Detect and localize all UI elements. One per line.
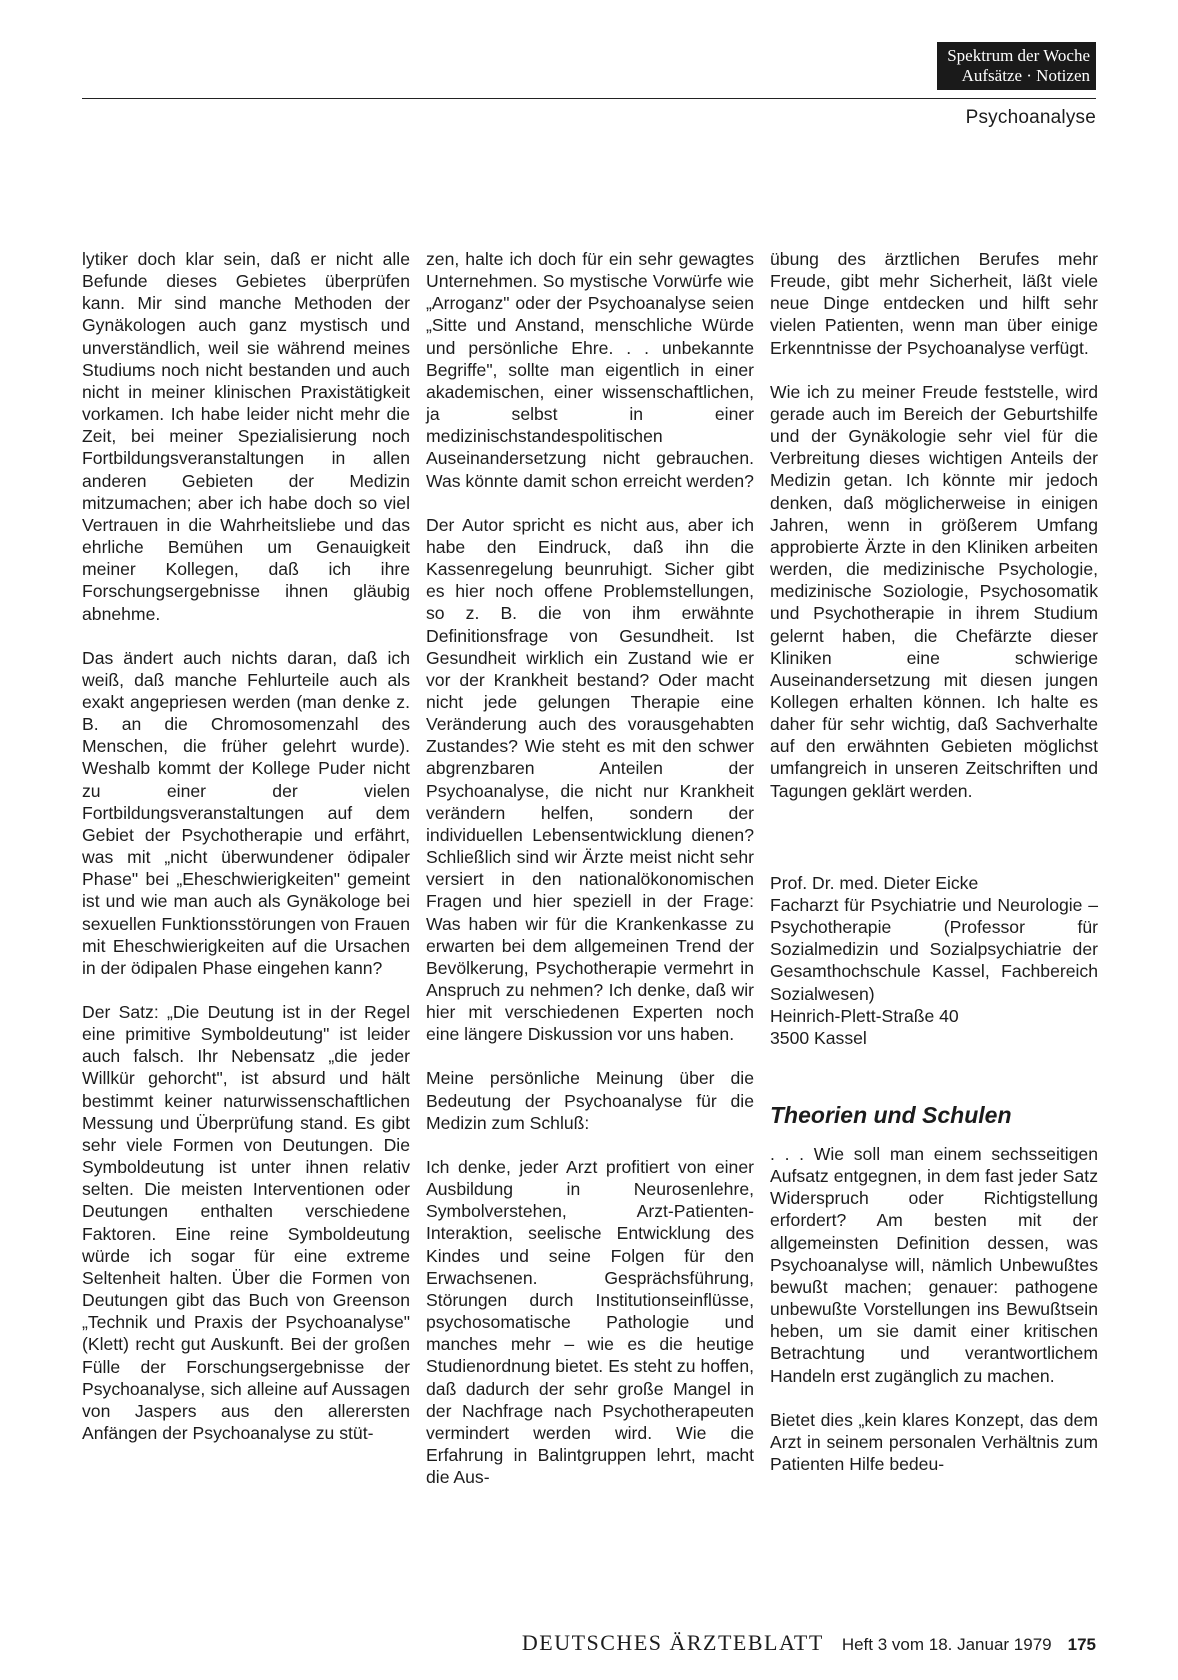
author-affiliation: Facharzt für Psychiatrie und Neurologie – Psychotherapie (Professor für Sozialmedizin und Sozialpsychiatrie der Gesamthochschule Kassel, Fachbereich Sozialwesen) bbox=[770, 894, 1098, 1004]
paragraph: Bietet dies „kein klares Konzept, das dem Arzt in seinem personalen Verhältnis zum Patienten Hilfe bedeu- bbox=[770, 1409, 1098, 1475]
text-column-2 bbox=[426, 248, 754, 1510]
section-label: Psychoanalyse bbox=[965, 107, 1096, 128]
paragraph: Der Satz: „Die Deutung ist in der Regel eine primitive Symboldeutung" ist leider auch falsch. Ihr Nebensatz „die jeder Willkür gehorcht", ist absurd und hält bestimmt keiner naturwissenschaftlichen Messung und Überprüfung stand. Es gibt sehr viele Formen von Deutungen. Die Symboldeutung ist unter ihnen relativ selten. Die meisten Interventionen oder Deutungen enthalten verschiedene Faktoren. Eine reine Symboldeutung würde ich sogar für eine extreme Seltenheit halten. Über die Formen von Deutungen gibt das Buch von Greenson „Technik und Praxis der Psychoanalyse" (Klett) recht gut Auskunft. Bei der großen Fülle der Forschungsergebnisse der Psychoanalyse, sich alleine auf Aussagen von Jaspers aus den allerersten Anfängen der Psychoanalyse zu stüt- bbox=[82, 1002, 410, 1443]
paragraph: lytiker doch klar sein, daß er nicht alle Befunde dieses Gebietes überprüfen kann. Mir sind manche Methoden der Gynäkologen auch ganz mystisch und unverständlich, weil sie während meines Studiums noch nicht bestanden und auch nicht in meiner klinischen Praxistätigkeit vorkamen. Ich habe leider nicht mehr die Zeit, bei meiner Spezialisierung noch Fortbildungsveranstaltungen in allen anderen Gebieten der Medizin mitzumachen; aber ich habe doch so viel Vertrauen in die Wahrheitsliebe und das ehrliche Bemühen um Genauigkeit meiner Kollegen, daß ich ihre Forschungsergebnisse ihnen gläubig abnehme. bbox=[82, 249, 410, 624]
journal-name: DEUTSCHES ÄRZTEBLATT bbox=[521, 1630, 824, 1655]
paragraph: zen, halte ich doch für ein sehr gewagtes Unternehmen. So mystische Vorwürfe wie „Arroganz" oder der Psychoanalyse seien „Sitte und Anstand, menschliche Würde und persönliche Ehre. . . unbekannte Begriffe", sollte man eigentlich in einer akademischen, einer wissenschaftlichen, ja selbst in einer medizinischstandespolitischen Auseinandersetzung nicht gebrauchen. Was könnte damit schon erreicht werden? bbox=[426, 249, 754, 491]
issue-info: Heft 3 vom 18. Januar 1979 bbox=[841, 1635, 1052, 1654]
paragraph: Meine persönliche Meinung über die Bedeutung der Psychoanalyse für die Medizin zum Schluß: bbox=[426, 1068, 754, 1133]
paragraph: Ich denke, jeder Arzt profitiert von einer Ausbildung in Neurosenlehre, Symbolverstehen, Arzt-Patienten-Interaktion, seelische Entwicklung des Kindes und seine Folgen für den Erwachsenen. Gesprächsführung, Störungen durch Institutionseinflüsse, psychosomatische Pathologie und manches mehr – wie es die heutige Studienordnung bietet. Es steht zu hoffen, daß dadurch der sehr große Mangel in der Nachfrage nach Psychotherapeuten vermindert werden wird. Wie die Erfahrung in Balintgruppen lehrt, macht die Aus- bbox=[426, 1156, 754, 1488]
text-column-3 bbox=[770, 248, 1098, 1497]
page-footer bbox=[82, 1630, 1096, 1656]
article-heading: Theorien und Schulen bbox=[770, 1102, 1012, 1128]
paragraph: Wie ich zu meiner Freude feststelle, wird gerade auch im Bereich der Geburtshilfe und der Gynäkologie sehr viel für die Verbreitung dieses wichtigen Anteils der Medizin getan. Ich könnte mir jedoch denken, daß möglicherweise in einigen Jahren, wenn in größerem Umfang approbierte Ärzte in den Kliniken arbeiten werden, die medizinische Psychologie, medizinische Soziologie, Psychosomatik und Psychotherapie in ihrem Studium gelernt haben, die Chefärzte dieser Kliniken eine schwierige Auseinandersetzung mit diesen jungen Kollegen erhalten können. Ich halte es daher für sehr wichtig, daß Sachverhalte auf den erwähnten Gebieten möglichst umfangreich in unseren Zeitschriften und Tagungen geklärt werden. bbox=[770, 381, 1098, 801]
paragraph: Der Autor spricht es nicht aus, aber ich habe den Eindruck, daß ihn die Kassenregelung beunruhigt. Sicher gibt es hier noch offene Problemstellungen, so z. B. die von ihm erwähnte Definitionsfrage von Gesundheit. Ist Gesundheit wirklich ein Zustand wie er vor der Krankheit bestand? Oder macht nicht jede gelungen Therapie eine Veränderung auch des vorausgehabten Zustandes? Wie steht es mit den schwer abgrenzbaren Anteilen der Psychoanalyse, die nicht nur Krankheit verändern helfen, sondern der individuellen Lebensentwicklung dienen? Schließlich sind wir Ärzte meist nicht sehr versiert in den nationalökonomischen Fragen und hier speziell in der Frage: Was haben wir für die Krankenkasse zu erwarten bei dem allgemeinen Trend der Bevölkerung, Psychotherapie vermehrt in Anspruch zu nehmen? Ich denke, daß wir hier mit verschiedenen Experten noch eine längere Diskussion vor uns haben. bbox=[426, 514, 754, 1045]
author-city: 3500 Kassel bbox=[770, 1027, 867, 1048]
author-name: Prof. Dr. med. Dieter Eicke bbox=[770, 872, 979, 893]
page-number: 175 bbox=[1067, 1635, 1096, 1654]
text-column-1 bbox=[82, 248, 410, 1466]
paragraph: übung des ärztlichen Berufes mehr Freude, gibt mehr Sicherheit, läßt viele neue Dinge entdecken und hilft sehr vielen Patienten, wenn man über einige Erkenntnisse der Psychoanalyse verfügt. bbox=[770, 249, 1098, 358]
section-badge bbox=[937, 42, 1096, 90]
section-badge-line1: Spektrum der Woche bbox=[947, 46, 1090, 65]
author-street: Heinrich-Plett-Straße 40 bbox=[770, 1005, 959, 1026]
header-rule bbox=[82, 98, 1096, 99]
paragraph: Das ändert auch nichts daran, daß ich weiß, daß manche Fehlurteile auch als exakt angepriesen werden (man denke z. B. an die Chromosomenzahl des Menschen, die früher gelehrt wurde). Weshalb kommt der Kollege Puder nicht zu einer der vielen Fortbildungsveranstaltungen auf dem Gebiet der Psychotherapie und erfährt, was mit „nicht überwundener ödipaler Phase" bei „Eheschwierigkeiten" gemeint ist und wie man auch als Gynäkologe bei sexuellen Funktionsstörungen von Frauen mit Eheschwierigkeiten auf die Ursachen in der ödipalen Phase eingehen kann? bbox=[82, 647, 410, 978]
paragraph: . . . Wie soll man einem sechsseitigen Aufsatz entgegnen, in dem fast jeder Satz Widerspruch oder Richtigstellung erfordert? Am besten mit der allgemeinsten Definition dessen, was Psychoanalyse will, nämlich Unbewußtes bewußt machen; genauer: pathogene unbewußte Vorstellungen ins Bewußtsein heben, um sie damit einer kritischen Betrachtung und verantwortlichem Handeln erst zugänglich zu machen. bbox=[770, 1144, 1098, 1386]
section-badge-line2: Aufsätze · Notizen bbox=[961, 66, 1090, 85]
author-signature bbox=[770, 872, 1098, 1049]
